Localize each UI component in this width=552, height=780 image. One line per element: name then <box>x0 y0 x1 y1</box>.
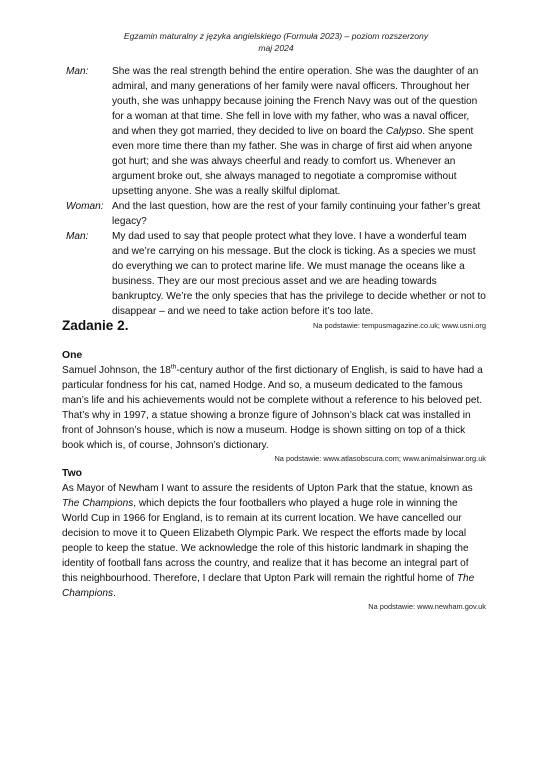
speech-text: My dad used to say that people protect what they love. I have a wonderful team and we’re carrying on his message. But the clock is ticking. As a species we must do everything we can to protect marine life. We must manage the oceans like a business. They are our most precious asset and we are heading towards bankruptcy. We’re the only species that has the privilege to decide whether or not to disappear – and we need to take action before it’s too late. <box>112 231 486 317</box>
speech-text-part: . She spent even more time there than my father. She was in charge of first aid when anyone got hurt; and she was always cheerful and ready to comfort us. Whenever an argument broke out, she always managed to negotiate a compromise without upsetting anyone. She was a really skilful diplomat. <box>112 126 474 197</box>
text-two-heading: Two <box>62 468 83 479</box>
text-two-part: , which depicts the four footballers who played a huge role in winning the World Cup in 1966 for England, is to remain at its current location. We have cancelled our decision to move it to Queen Elizabeth Olympic Park. We respect the efforts made by local people to keep the statue. We acknowledge the role of this historic landmark in shaping the identity of football fans across the country, and realize that it has become an integral part of this neighbourhood. Therefore, I declare that Upton Park will remain the rightful home of <box>62 498 469 584</box>
dialogue-turn <box>66 64 486 199</box>
text-one-part: Samuel Johnson, the 18 <box>62 365 171 376</box>
speech-text <box>112 64 486 199</box>
dialogue-source: Na podstawie: tempusmagazine.co.uk; www.usni.org <box>313 321 486 330</box>
text-two-part: . <box>113 588 116 599</box>
task-title: Zadanie 2. <box>62 318 129 333</box>
interview-dialogue <box>66 64 486 331</box>
text-one-heading: One <box>62 350 83 361</box>
speaker-label: Man: <box>66 231 89 242</box>
ordinal-suffix: th <box>170 363 177 371</box>
text-two-part: As Mayor of Newham I want to assure the residents of Upton Park that the statue, known as <box>62 483 473 494</box>
dialogue-turn <box>66 229 486 319</box>
text-one-part: -century author of the first dictionary of English, is said to have had a particular fondness for his cat, named Hodge. And so, a museum dedicated to the famous man’s life and his achievements would not be complete without a reference to his beloved pet. That’s why in 1997, a statue showing a bronze figure of Johnson’s black cat was installed in front of Johnson’s house, which is now a museum. Hodge is shown sitting on top of a thick book which is, of course, Johnson’s dictionary. <box>62 365 483 451</box>
text-one-body <box>62 363 486 453</box>
statue-name: The Champions <box>62 573 475 599</box>
speaker-label: Woman: <box>66 201 104 212</box>
header-date: maj 2024 <box>258 43 294 53</box>
text-one <box>62 348 486 464</box>
speaker-label: Man: <box>66 66 89 77</box>
text-one-source: Na podstawie: www.atlasobscura.com; www.animalsinwar.org.uk <box>274 454 486 463</box>
speech-text-part: She was the real strength behind the entire operation. She was the daughter of an admiral, and many generations of her family were naval officers. Throughout her youth, she was unhappy because joining the French Navy was out of the question for a woman at that time. She fell in love with my father, who was a naval officer, and when they got married, they decided to live on board the <box>112 66 479 137</box>
text-two-body <box>62 481 486 601</box>
text-two-source: Na podstawie: www.newham.gov.uk <box>368 602 486 611</box>
speech-text: And the last question, how are the rest of your family continuing your father’s great legacy? <box>112 201 481 227</box>
page-header <box>0 30 552 54</box>
text-two <box>62 466 486 612</box>
header-exam-title: Egzamin maturalny z języka angielskiego (Formuła 2023) – poziom rozszerzony <box>123 31 429 41</box>
statue-name: The Champions <box>62 498 134 509</box>
dialogue-turn <box>66 199 486 229</box>
ship-name: Calypso <box>385 126 423 137</box>
